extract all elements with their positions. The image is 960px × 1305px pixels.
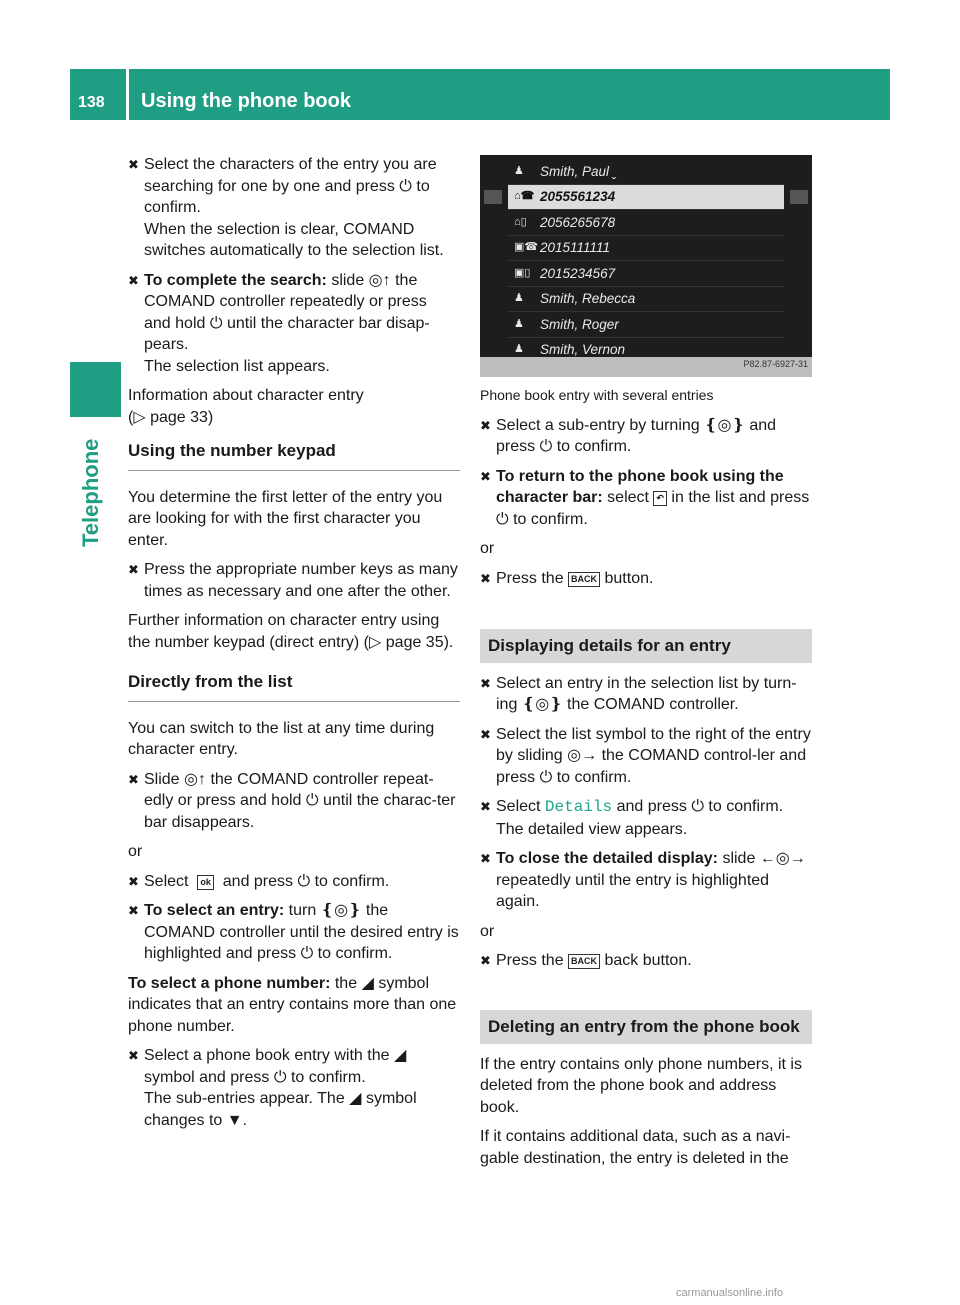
section-deleting-entry: Deleting an entry from the phone book xyxy=(480,1010,812,1044)
heading-directly-from-list: Directly from the list xyxy=(128,671,460,702)
back-list-icon: ↶ xyxy=(653,491,667,506)
details-menu-item: Details xyxy=(544,798,613,816)
step-arrow-icon: ✖ xyxy=(128,873,139,889)
step-arrow-icon: ✖ xyxy=(128,157,139,172)
page-number: 138 xyxy=(78,94,105,111)
step-arrow-icon: ✖ xyxy=(480,953,491,968)
slide-up-icon: ◎↑ xyxy=(184,770,206,788)
side-tab-label: Telephone xyxy=(78,438,103,547)
turn-controller-icon: ❴◎❵ xyxy=(320,902,362,919)
step-arrow-icon: ✖ xyxy=(128,272,139,288)
triangle-symbol-icon: ◢ xyxy=(393,1047,407,1064)
ok-key-icon: ok xyxy=(197,875,214,890)
person-icon: ♟ xyxy=(514,343,524,355)
back-key-icon: BACK xyxy=(568,954,600,969)
image-code: P82.87-6927-31 xyxy=(743,358,808,369)
step-press-back-button: ✖ Press the BACK back button. xyxy=(480,950,812,972)
phone-book-row xyxy=(508,287,784,313)
press-controller-icon: ⏻ xyxy=(305,792,319,809)
person-icon: ♟ xyxy=(514,317,524,330)
step-arrow-icon: ✖ xyxy=(480,468,491,484)
phone-book-row xyxy=(508,261,784,287)
back-list-icon xyxy=(484,190,502,204)
triangle-symbol-icon: ◢ xyxy=(361,974,374,992)
page-ref-link[interactable]: page 33) xyxy=(150,408,214,426)
or-text: or xyxy=(128,843,143,860)
phone-book-row-text: 2056265678 xyxy=(540,214,616,230)
step-arrow-icon: ✖ xyxy=(128,1048,139,1063)
keypad-further-info: Further information on character entry using the number keypad (direct entry) (▷ page 35). xyxy=(128,612,454,651)
delete-paragraph-2: If it contains additional data, such as a navi-gable destination, the entry is deleted in the xyxy=(480,1128,791,1167)
page-ref-icon: ▷ xyxy=(369,633,382,651)
phone-number-paragraph: To select a phone number: the ◢ symbol indicates that an entry contains more than one phone number. xyxy=(128,974,457,1035)
step-arrow-icon: ✖ xyxy=(480,675,491,691)
phone-book-list xyxy=(508,159,784,363)
home-mobile-icon: ⌂▯ xyxy=(514,215,527,228)
phone-book-row xyxy=(508,236,784,262)
side-tab-block xyxy=(70,362,121,417)
turn-controller-icon: ❴◎❵ xyxy=(521,696,563,713)
step-select-ok: ✖ Select ok and press ⏻ to confirm. xyxy=(128,871,460,893)
press-controller-icon: ⏻ xyxy=(496,510,509,528)
press-controller-icon: ⏻ xyxy=(297,872,311,890)
or-text: or xyxy=(480,922,495,940)
page-title: Using the phone book xyxy=(141,90,351,112)
work-phone-icon: ▣☎ xyxy=(514,241,539,253)
phone-book-row-text: Smith, Rebecca xyxy=(540,291,636,306)
phone-book-row-text: Smith, Roger xyxy=(540,316,619,332)
step-slide-controller: ✖ Slide ◎↑ the COMAND controller repeat-edly or press and hold ⏻ until the charac-ter bar disappears. xyxy=(128,770,456,831)
step-arrow-icon: ✖ xyxy=(128,562,139,577)
step-arrow-icon: ✖ xyxy=(128,771,139,787)
page-ref-icon: ▷ xyxy=(133,408,146,426)
phone-book-row-text: 2015234567 xyxy=(540,265,616,281)
left-column xyxy=(128,154,460,1139)
phone-book-row-text: 2055561234 xyxy=(540,189,616,204)
step-select-subentry: ✖ Select a sub-entry by turning ❴◎❵ and press ⏻ to confirm. xyxy=(480,415,812,458)
info-paragraph: Information about character entry (▷ page 33) xyxy=(128,387,364,426)
step-press-back: ✖ Press the BACK button. xyxy=(480,568,812,590)
press-controller-icon: ⏻ xyxy=(300,945,314,962)
work-mobile-icon: ▣▯ xyxy=(514,266,531,279)
step-arrow-icon: ✖ xyxy=(480,851,491,866)
press-controller-icon: ⏻ xyxy=(691,798,704,815)
step-press-keys: ✖ Press the appropriate number keys as many times as necessary and one after the other. xyxy=(128,561,458,600)
delete-paragraph-1: If the entry contains only phone numbers, it is deleted from the phone book and address book. xyxy=(480,1055,802,1116)
step-return-phone-book: ✖ To return to the phone book using the character bar: select ↶ in the list and press ⏻ to confirm. xyxy=(480,466,812,531)
phone-book-row-text: 2015111111 xyxy=(540,240,611,255)
press-controller-icon: ⏻ xyxy=(209,314,223,332)
step-arrow-icon: ✖ xyxy=(480,570,491,586)
right-column xyxy=(480,385,812,1177)
step-complete-search: ✖ To complete the search: slide ◎↑ the COMAND controller repeatedly or press and hold ⏻ until the character bar disap- pears. The selection list appears. xyxy=(128,271,430,375)
press-controller-icon: ⏻ xyxy=(539,438,553,455)
phone-book-row xyxy=(508,210,784,236)
person-icon: ♟ xyxy=(514,292,524,304)
list-paragraph: You can switch to the list at any time during character entry. xyxy=(128,719,435,758)
step-select-details: ✖ Select Details and press ⏻ to confirm. The detailed view appears. xyxy=(480,798,784,838)
home-phone-icon: ⌂☎ xyxy=(514,190,535,202)
step-select-entry-turn: ✖ Select an entry in the selection list by turn-ing ❴◎❵ the COMAND controller. xyxy=(480,673,812,716)
back-key-icon: BACK xyxy=(568,572,600,587)
triangle-down-icon: ▼ xyxy=(226,1111,243,1129)
phone-book-row-text: Smith, Paul ˬ xyxy=(540,163,618,179)
slide-left-right-icon: ←◎→ xyxy=(759,850,806,867)
triangle-symbol-icon: ◢ xyxy=(349,1090,362,1107)
press-controller-icon: ⏻ xyxy=(273,1068,287,1086)
page-ref-link[interactable]: page 35). xyxy=(385,633,454,651)
press-controller-icon: ⏻ xyxy=(539,768,553,786)
step-select-phone-entry: ✖ Select a phone book entry with the ◢ symbol and press ⏻ to confirm. The sub-entries appear. The ◢ symbol changes to ▼. xyxy=(128,1045,460,1131)
step-arrow-icon: ✖ xyxy=(480,726,491,742)
step-close-details: ✖ To close the detailed display: slide ←◎→ repeatedly until the entry is highlighted again. xyxy=(480,850,806,910)
list-symbol-icon xyxy=(790,190,808,204)
keypad-paragraph: You determine the first letter of the entry you are looking for with the first character you enter. xyxy=(128,488,443,549)
step-select-entry: ✖ To select an entry: turn ❴◎❵ the COMAND controller until the desired entry is highlighted and press ⏻ to confirm. xyxy=(128,900,460,965)
turn-controller-icon: ❴◎❵ xyxy=(704,416,745,434)
slide-right-icon: ◎→ xyxy=(567,747,598,764)
phone-book-screenshot xyxy=(480,155,812,377)
watermark: carmanualsonline.info xyxy=(676,1287,784,1299)
step-arrow-icon: ✖ xyxy=(128,903,139,918)
step-arrow-icon: ✖ xyxy=(480,799,491,814)
phone-book-row xyxy=(508,159,784,185)
slide-up-icon: ◎↑ xyxy=(368,271,391,289)
step-arrow-icon: ✖ xyxy=(480,417,491,433)
section-displaying-details: Displaying details for an entry xyxy=(480,629,812,663)
figure-caption: Phone book entry with several entries xyxy=(480,387,714,403)
step-select-list-symbol: ✖ Select the list symbol to the right of the entry by sliding ◎→ the COMAND control-ler and press ⏻ to confirm. xyxy=(480,724,812,789)
heading-number-keypad: Using the number keypad xyxy=(128,440,460,471)
phone-book-row xyxy=(508,312,784,338)
or-text: or xyxy=(480,540,495,557)
header-divider xyxy=(126,69,129,120)
phone-book-row-text: Smith, Vernon xyxy=(540,342,626,357)
phone-book-row xyxy=(508,185,784,211)
step-select-characters: ✖ Select the characters of the entry you are searching for one by one and press ⏻ to confirm. When the selection is clear, COMAND switches automatically to the selection list. xyxy=(128,156,444,259)
press-controller-icon: ⏻ xyxy=(399,177,412,195)
person-icon: ♟ xyxy=(514,164,524,177)
screenshot-footer xyxy=(480,357,812,377)
